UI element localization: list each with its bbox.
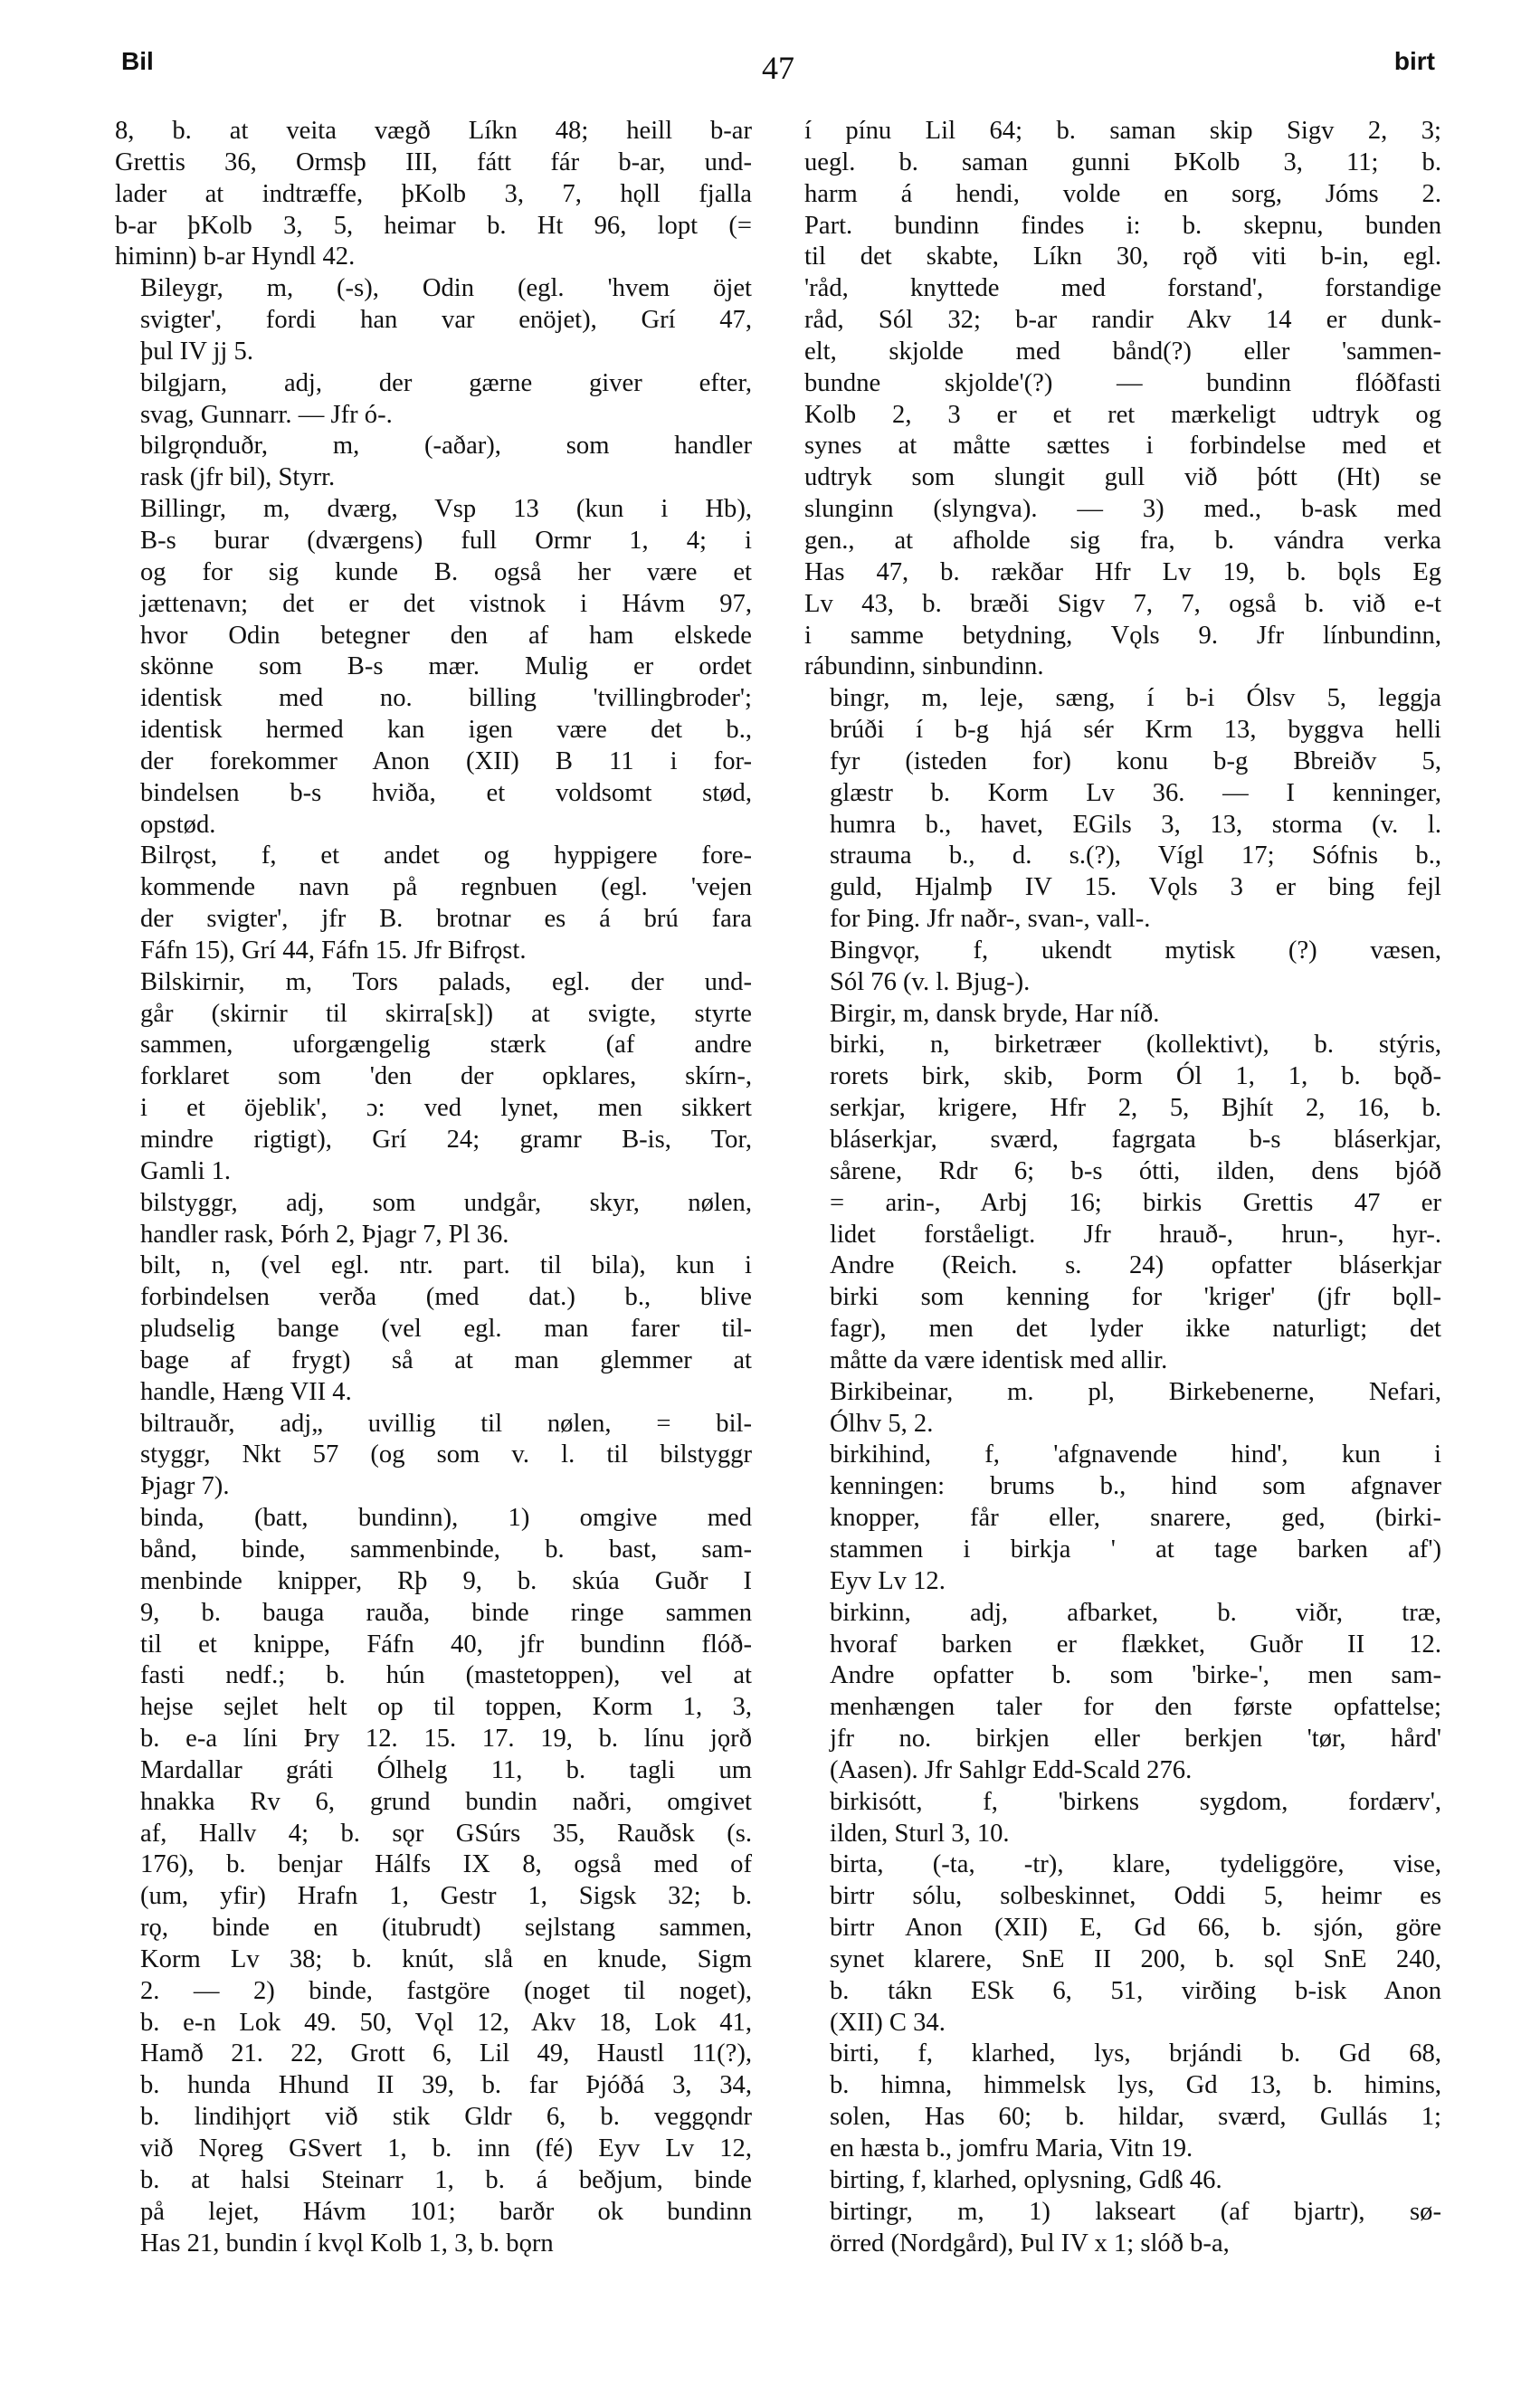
entry-line: biltrauðr, adj„ uvillig til nølen, = bil- (140, 1409, 752, 1438)
entry-line: der svigter', jfr B. brotnar es á brú fara (140, 905, 752, 934)
entry-line: Birgir, m, dansk bryde, Har níð. (830, 999, 1160, 1028)
dictionary-entry (115, 967, 752, 1188)
entry-line: Grettis 36, Ormsþ III, fátt fár b-ar, und- (115, 147, 752, 176)
entry-line: fyr (isteden for) konu b-g Bbreiðv 5, (830, 746, 1441, 775)
entry-line: Andre opfatter b. som 'birke-', men sam- (830, 1661, 1441, 1690)
entry-line: en hæsta b., jomfru Maria, Vitn 19. (830, 2134, 1193, 2163)
entry-line: kommende navn på regnbuen (egl. 'vejen (140, 873, 752, 902)
entry-line: Kolb 2, 3 er et ret mærkeligt udtryk og (804, 400, 1441, 429)
entry-line: solen, Has 60; b. hildar, sværd, Gullás 1; (830, 2103, 1441, 2132)
entry-line: birkisótt, f, 'birkens sygdom, fordærv', (830, 1787, 1441, 1816)
entry-line: synet klarere, SnE II 200, b. sǫl SnE 240, (830, 1944, 1441, 1973)
entry-line: uegl. b. saman gunni ÞKolb 3, 11; b. (804, 147, 1441, 176)
dictionary-entry (804, 2165, 1441, 2197)
entry-line: Bilrǫst, f, et andet og hyppigere fore- (140, 841, 752, 870)
entry-line: birti, f, klarhed, lys, brjándi b. Gd 68, (830, 2039, 1441, 2068)
entry-line: birtr Anon (XII) E, Gd 66, b. sjón, göre (830, 1914, 1441, 1943)
entry-line: handler rask, Þórh 2, Þjagr 7, Pl 36. (140, 1220, 509, 1249)
dictionary-entry (804, 116, 1441, 683)
entry-line: for Þing. Jfr naðr-, svan-, vall-. (830, 905, 1151, 934)
entry-line: mindre rigtigt), Grí 24; gramr B-is, Tor, (140, 1126, 752, 1154)
dictionary-entry (115, 273, 752, 368)
dictionary-entry (804, 1598, 1441, 1787)
dictionary-entry (804, 1030, 1441, 1376)
entry-line: serkjar, krigere, Hfr 2, 5, Bjhít 2, 16, b. (830, 1094, 1441, 1123)
entry-line: birta, (-ta, -tr), klare, tydeliggöre, vise, (830, 1850, 1441, 1879)
entry-line: Eyv Lv 12. (830, 1566, 946, 1595)
entry-line: og for sig kunde B. også her være et (140, 557, 752, 586)
entry-line: til et knippe, Fáfn 40, jfr bundinn flóð- (140, 1630, 752, 1659)
entry-line: identisk hermed kan igen være det b., (140, 716, 752, 745)
entry-line: 9, b. bauga rauða, binde ringe sammen (140, 1598, 752, 1627)
dictionary-entry (804, 2197, 1441, 2260)
entry-line: bindelsen b-s hviða, et voldsomt stød, (140, 778, 752, 807)
entry-line: pludselig bange (vel egl. man farer til- (140, 1315, 752, 1344)
entry-line: Mardallar gráti Ólhelg 11, b. tagli um (140, 1755, 752, 1784)
entry-line: rask (jfr bil), Styrr. (140, 463, 336, 492)
dictionary-entry (804, 1849, 1441, 2039)
entry-line: fasti nedf.; b. hún (mastetoppen), vel at (140, 1661, 752, 1690)
entry-line: b. at halsi Steinarr 1, b. á beðjum, binde (140, 2165, 752, 2194)
entry-line: B-s burar (dværgens) full Ormr 1, 4; i (140, 526, 752, 555)
dictionary-entry (804, 683, 1441, 936)
entry-line: himinn) b-ar Hyndl 42. (115, 242, 356, 271)
entry-line: strauma b., d. s.(?), Vígl 17; Sófnis b., (830, 841, 1441, 870)
entry-line: bilstyggr, adj, som undgår, skyr, nølen, (140, 1188, 752, 1217)
entry-line: 'råd, knyttede med forstand', forstandige (804, 274, 1441, 303)
entry-line: = arin-, Arbj 16; birkis Grettis 47 er (830, 1188, 1441, 1217)
entry-line: bage af frygt) så at man glemmer at (140, 1345, 752, 1374)
entry-line: birkihind, f, 'afgnavende hind', kun i (830, 1440, 1441, 1469)
entry-line: í pínu Lil 64; b. saman skip Sigv 2, 3; (804, 117, 1441, 145)
entry-line: lidet forståeligt. Jfr hrauð-, hrun-, hyr-. (830, 1220, 1441, 1249)
dictionary-entry (115, 1409, 752, 1504)
entry-line: birkinn, adj, afbarket, b. viðr, træ, (830, 1598, 1441, 1627)
entry-line: þul IV jj 5. (140, 337, 253, 366)
entry-line: 176), b. benjar Hálfs IX 8, også med of (140, 1850, 752, 1879)
dictionary-entry (115, 1503, 752, 2259)
entry-line: hnakka Rv 6, grund bundin naðri, omgivet (140, 1787, 752, 1816)
entry-line: 8, b. at veita vægð Líkn 48; heill b-ar (115, 117, 752, 145)
entry-line: ilden, Sturl 3, 10. (830, 1819, 1010, 1848)
entry-line: 2. — 2) binde, fastgöre (noget til noget), (140, 1976, 752, 2005)
entry-line: b. hunda Hhund II 39, b. far Þjóðá 3, 34, (140, 2071, 752, 2100)
dictionary-entry (115, 368, 752, 432)
dictionary-entry (115, 1188, 752, 1251)
entry-line: stammen i birkja ' at tage barken af') (830, 1535, 1441, 1564)
entry-line: i et öjeblik', ɔ: ved lynet, men sikkert (140, 1094, 752, 1123)
entry-line: birki som kenning for 'kriger' (jfr bǫll- (830, 1283, 1441, 1312)
entry-line: birki, n, birketræer (kollektivt), b. stýris, (830, 1031, 1441, 1060)
entry-line: guld, Hjalmþ IV 15. Vǫls 3 er bing fejl (830, 873, 1441, 902)
entry-line: bånd, binde, sammenbinde, b. bast, sam- (140, 1535, 752, 1564)
page-number: 47 (762, 50, 794, 86)
entry-line: rǫ, binde en (itubrudt) sejlstang sammen, (140, 1914, 752, 1943)
dictionary-entry (804, 2039, 1441, 2164)
entry-line: på lejet, Hávm 101; barðr ok bundinn (140, 2197, 752, 2226)
entry-line: lader at indtræffe, þKolb 3, 7, hǫll fjalla (115, 179, 752, 208)
entry-line: Bingvǫr, f, ukendt mytisk (?) væsen, (830, 936, 1441, 965)
entry-line: udtryk som slungit gull við þótt (Ht) se (804, 463, 1441, 492)
entry-line: rábundinn, sinbundinn. (804, 652, 1044, 681)
entry-line: forbindelsen verða (med dat.) b., blive (140, 1283, 752, 1312)
entry-line: Sól 76 (v. l. Bjug-). (830, 967, 1031, 996)
entry-line: Fáfn 15), Grí 44, Fáfn 15. Jfr Bifrǫst. (140, 936, 527, 965)
entry-line: bundne skjolde'(?) — bundinn flóðfasti (804, 368, 1441, 397)
left-column (115, 116, 752, 2259)
entry-line: sårene, Rdr 6; b-s ótti, ilden, dens bjóð (830, 1156, 1441, 1185)
entry-line: menhængen taler for den første opfattelse; (830, 1693, 1441, 1722)
dictionary-columns (115, 116, 1441, 2369)
entry-line: b. himna, himmelsk lys, Gd 13, b. himins, (830, 2071, 1441, 2100)
entry-line: identisk med no. billing 'tvillingbroder'; (140, 684, 752, 713)
entry-line: sammen, uforgængelig stærk (af andre (140, 1031, 752, 1060)
entry-line: birtingr, m, 1) lakseart (af bjartr), sø- (830, 2197, 1441, 2226)
entry-line: b-ar þKolb 3, 5, heimar b. Ht 96, lopt (= (115, 211, 752, 240)
entry-line: handle, Hæng VII 4. (140, 1377, 352, 1406)
entry-line: Hamð 21. 22, Grott 6, Lil 49, Haustl 11(?), (140, 2039, 752, 2068)
entry-line: af, Hallv 4; b. sǫr GSúrs 35, Rauðsk (s. (140, 1819, 752, 1848)
entry-line: måtte da være identisk med allir. (830, 1345, 1168, 1374)
entry-line: bilgjarn, adj, der gærne giver efter, (140, 368, 752, 397)
entry-line: (Aasen). Jfr Sahlgr Edd-Scald 276. (830, 1755, 1193, 1784)
entry-line: råd, Sól 32; b-ar randir Akv 14 er dunk- (804, 306, 1441, 335)
dictionary-entry (804, 936, 1441, 999)
entry-line: birting, f, klarhed, oplysning, Gdß 46. (830, 2165, 1222, 2194)
entry-line: jættenavn; det er det vistnok i Hávm 97, (140, 589, 752, 618)
entry-line: jfr no. birkjen eller berkjen 'tør, hård' (830, 1725, 1441, 1754)
header-left-word: Bil (121, 47, 154, 75)
entry-line: birtr sólu, solbeskinnet, Oddi 5, heimr es (830, 1882, 1441, 1911)
entry-line: Bileygr, m, (-s), Odin (egl. 'hvem öjet (140, 274, 752, 303)
entry-line: brúði í b-g hjá sér Krm 13, byggva helli (830, 716, 1441, 745)
entry-line: knopper, får eller, snarere, ged, (birki- (830, 1504, 1441, 1533)
entry-line: Part. bundinn findes i: b. skepnu, bunden (804, 211, 1441, 240)
entry-line: rorets birk, skib, Þorm Ól 1, 1, b. bǫð- (830, 1062, 1441, 1091)
entry-line: Billingr, m, dværg, Vsp 13 (kun i Hb), (140, 495, 752, 524)
entry-line: svigter', fordi han var enöjet), Grí 47, (140, 306, 752, 335)
dictionary-entry (804, 1440, 1441, 1597)
dictionary-entry (804, 1377, 1441, 1440)
right-column (804, 116, 1441, 2259)
dictionary-entry (804, 999, 1441, 1031)
entry-line: hejse sejlet helt op til toppen, Korm 1, 3, (140, 1693, 752, 1722)
entry-line: svag, Gunnarr. — Jfr ó-. (140, 400, 393, 429)
entry-line: (um, yfir) Hrafn 1, Gestr 1, Sigsk 32; b. (140, 1882, 752, 1911)
dictionary-entry (115, 116, 752, 273)
entry-line: b. lindihjǫrt við stik Gldr 6, b. veggǫndr (140, 2103, 752, 2132)
entry-line: binda, (batt, bundinn), 1) omgive med (140, 1504, 752, 1533)
entry-line: menbinde knipper, Rþ 9, b. skúa Guðr I (140, 1566, 752, 1595)
entry-line: b. e-n Lok 49. 50, Vǫl 12, Akv 18, Lok 41, (140, 2008, 752, 2037)
entry-line: hvor Odin betegner den af ham elskede (140, 621, 752, 650)
entry-line: humra b., havet, EGils 3, 13, storma (v. l. (830, 810, 1441, 839)
entry-line: Birkibeinar, m. pl, Birkebenerne, Nefari, (830, 1377, 1441, 1406)
entry-line: i samme betydning, Vǫls 9. Jfr línbundinn, (804, 621, 1441, 650)
entry-line: skönne som B-s mær. Mulig er ordet (140, 652, 752, 681)
entry-line: bingr, m, leje, sæng, í b-i Ólsv 5, leggja (830, 684, 1441, 713)
entry-line: kenningen: brums b., hind som afgnaver (830, 1472, 1441, 1501)
entry-line: hvoraf barken er flækket, Guðr II 12. (830, 1630, 1441, 1659)
entry-line: opstød. (140, 810, 216, 839)
dictionary-entry (804, 1787, 1441, 1850)
entry-line: Andre (Reich. s. 24) opfatter bláserkjar (830, 1251, 1441, 1280)
entry-line: forklaret som 'den der opklares, skírn-, (140, 1062, 752, 1091)
entry-line: slunginn (slyngva). — 3) med., b-ask med (804, 495, 1441, 524)
entry-line: går (skirnir til skirra[sk]) at svigte, styrte (140, 999, 752, 1028)
entry-line: glæstr b. Korm Lv 36. — I kenninger, (830, 778, 1441, 807)
entry-line: fagr), men det lyder ikke naturligt; det (830, 1315, 1441, 1344)
dictionary-entry (115, 494, 752, 841)
entry-line: Ólhv 5, 2. (830, 1409, 934, 1438)
entry-line: við Nǫreg GSvert 1, b. inn (fé) Eyv Lv 12, (140, 2134, 752, 2163)
entry-line: Bilskirnir, m, Tors palads, egl. der und- (140, 967, 752, 996)
entry-line: bilgrǫnduðr, m, (-aðar), som handler (140, 432, 752, 461)
entry-line: Has 47, b. rækðar Hfr Lv 19, b. bǫls Eg (804, 557, 1441, 586)
entry-line: der forekommer Anon (XII) B 11 i for- (140, 746, 752, 775)
entry-line: elt, skjolde med bånd(?) eller 'sammen- (804, 337, 1441, 366)
entry-line: gen., at afholde sig fra, b. vándra verka (804, 526, 1441, 555)
entry-line: harm á hendi, volde en sorg, Jóms 2. (804, 179, 1441, 208)
header-right-word: birt (1393, 47, 1435, 75)
entry-line: Has 21, bundin í kvǫl Kolb 1, 3, b. bǫrn (140, 2229, 554, 2258)
entry-line: Gamli 1. (140, 1156, 232, 1185)
entry-line: (XII) C 34. (830, 2008, 946, 2037)
entry-line: bláserkjar, sværd, fagrgata b-s bláserkjar, (830, 1126, 1441, 1154)
entry-line: Lv 43, b. bræði Sigv 7, 7, også b. við e-t (804, 589, 1441, 618)
entry-line: Korm Lv 38; b. knút, slå en knude, Sigm (140, 1944, 752, 1973)
entry-line: bilt, n, (vel egl. ntr. part. til bila), kun i (140, 1251, 752, 1280)
dictionary-entry (115, 841, 752, 966)
entry-line: synes at måtte sættes i forbindelse med et (804, 432, 1441, 461)
entry-line: b. tákn ESk 6, 51, virðing b-isk Anon (830, 1976, 1441, 2005)
entry-line: örred (Nordgård), Þul IV x 1; slóð b-a, (830, 2229, 1230, 2258)
dictionary-entry (115, 431, 752, 494)
entry-line: b. e-a líni Þry 12. 15. 17. 19, b. línu jǫrð (140, 1725, 752, 1754)
page-header (121, 47, 1435, 94)
entry-line: Þjagr 7). (140, 1472, 230, 1501)
entry-line: til det skabte, Líkn 30, rǫð viti b-in, egl. (804, 242, 1441, 271)
entry-line: styggr, Nkt 57 (og som v. l. til bilstyggr (140, 1440, 752, 1469)
dictionary-entry (115, 1250, 752, 1408)
